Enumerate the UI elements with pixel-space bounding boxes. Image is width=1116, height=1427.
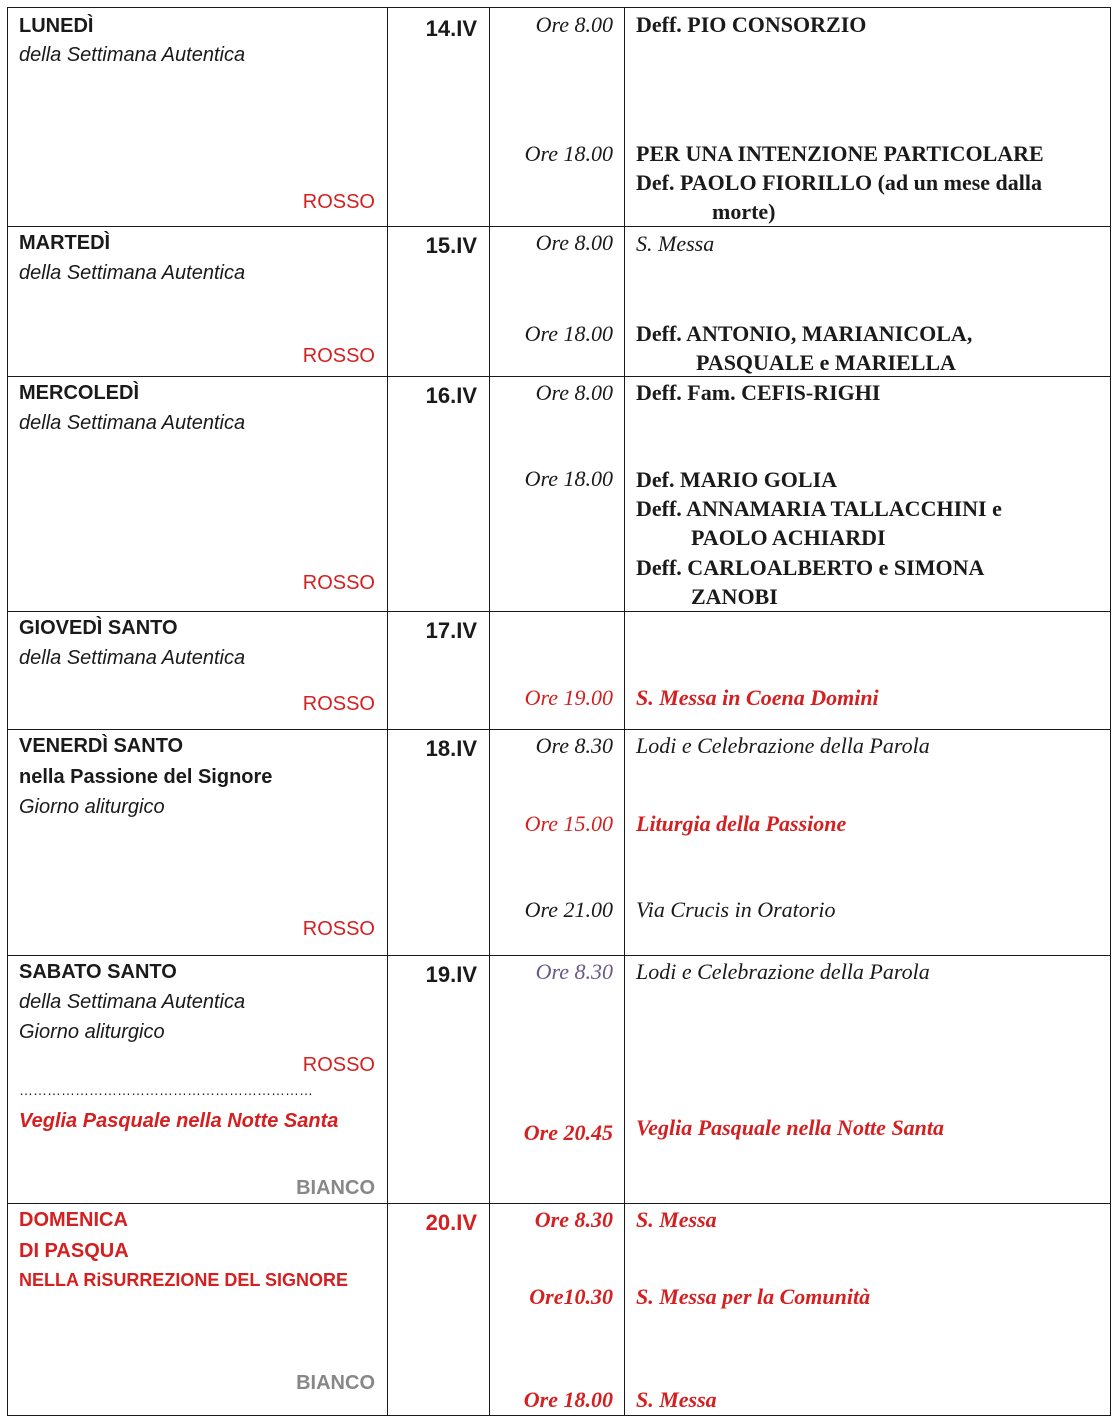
schedule-row-giovedi-santo xyxy=(8,612,1111,730)
day-cell xyxy=(8,1204,388,1416)
day-name: LUNEDÌ xyxy=(19,15,94,37)
time-cell xyxy=(490,1204,625,1416)
intention-cell xyxy=(625,377,1111,612)
time-value: Ore 15.00 xyxy=(524,811,613,836)
day-cell xyxy=(8,377,388,612)
intention-cell xyxy=(625,1204,1111,1416)
date-value: 18.IV xyxy=(425,736,477,761)
schedule-row-domenica-pasqua xyxy=(8,1204,1111,1416)
liturgical-color: ROSSO xyxy=(302,693,375,715)
time-value: Ore 8.30 xyxy=(535,959,613,984)
intention-cell xyxy=(625,227,1111,377)
day-subtitle: della Settimana Autentica xyxy=(19,647,246,669)
date-cell xyxy=(388,227,490,377)
time-value: Ore 18.00 xyxy=(524,466,613,491)
intention-text: Def. PAOLO FIORILLO (ad un mese dalla xyxy=(636,170,1043,195)
day-subtitle: della Settimana Autentica xyxy=(19,44,246,66)
day-cell xyxy=(8,612,388,730)
date-cell xyxy=(388,956,490,1204)
day-subtitle: Giorno aliturgico xyxy=(19,796,165,818)
intention-text: Deff. ANTONIO, MARIANICOLA, xyxy=(636,321,973,346)
intention-text: Deff. PIO CONSORZIO xyxy=(636,12,867,37)
time-value: Ore 20.45 xyxy=(523,1120,613,1145)
intention-text: morte) xyxy=(712,199,776,224)
day-subtitle-line2: Giorno aliturgico xyxy=(19,1021,165,1043)
vigil-title: Veglia Pasquale nella Notte Santa xyxy=(19,1110,339,1132)
day-name-line2: nella Passione del Signore xyxy=(19,766,273,788)
time-value: Ore 19.00 xyxy=(524,685,613,710)
date-value: 16.IV xyxy=(425,383,477,408)
intention-text: Deff. ANNAMARIA TALLACCHINI e xyxy=(636,496,1002,521)
day-cell xyxy=(8,730,388,956)
date-value: 15.IV xyxy=(425,233,477,258)
separator-dots: ……………………………………………………… xyxy=(19,1082,313,1098)
intention-text: Deff. CARLOALBERTO e SIMONA xyxy=(636,555,985,580)
day-cell xyxy=(8,227,388,377)
date-value: 17.IV xyxy=(425,618,477,643)
intention-cell xyxy=(625,612,1111,730)
time-value: Ore 8.00 xyxy=(535,380,613,405)
intention-text: Veglia Pasquale nella Notte Santa xyxy=(636,1115,945,1140)
day-name: SABATO SANTO xyxy=(19,961,177,983)
day-name-line3: NELLA RiSURREZIONE DEL SIGNORE xyxy=(19,1270,349,1290)
schedule-row-mercoledi xyxy=(8,377,1111,612)
liturgical-color: BIANCO xyxy=(296,1372,375,1394)
intention-text: PER UNA INTENZIONE PARTICOLARE xyxy=(636,141,1044,166)
time-cell xyxy=(490,612,625,730)
day-name: MERCOLEDÌ xyxy=(19,382,139,404)
time-value: Ore 18.00 xyxy=(524,141,613,166)
time-value: Ore 21.00 xyxy=(524,897,613,922)
time-value: Ore 8.00 xyxy=(535,12,613,37)
day-subtitle: della Settimana Autentica xyxy=(19,412,246,434)
intention-text: S. Messa per la Comunità xyxy=(636,1284,871,1309)
day-name: DOMENICA xyxy=(19,1209,128,1231)
liturgical-color: ROSSO xyxy=(302,918,375,940)
intention-cell xyxy=(625,730,1111,956)
day-name: MARTEDÌ xyxy=(19,232,111,254)
date-value: 19.IV xyxy=(425,962,477,987)
intention-text: PASQUALE e MARIELLA xyxy=(696,350,956,375)
date-value: 14.IV xyxy=(425,16,477,41)
schedule-row-lunedi xyxy=(8,8,1111,227)
intention-text: S. Messa xyxy=(636,231,715,256)
intention-text: PAOLO ACHIARDI xyxy=(691,525,886,550)
time-value: Ore 18.00 xyxy=(523,1387,613,1412)
intention-text: ZANOBI xyxy=(691,584,778,609)
day-name: VENERDÌ SANTO xyxy=(19,735,184,757)
date-cell xyxy=(388,730,490,956)
date-cell xyxy=(388,377,490,612)
liturgical-color: ROSSO xyxy=(302,572,375,594)
time-value: Ore 8.00 xyxy=(535,230,613,255)
date-value: 20.IV xyxy=(425,1210,477,1235)
time-cell xyxy=(490,730,625,956)
time-value: Ore10.30 xyxy=(529,1284,613,1309)
liturgical-color: ROSSO xyxy=(302,1054,375,1076)
date-cell xyxy=(388,1204,490,1416)
schedule-row-martedi xyxy=(8,227,1111,377)
mass-schedule-table xyxy=(7,7,1111,1416)
schedule-row-venerdi-santo xyxy=(8,730,1111,956)
time-cell xyxy=(490,227,625,377)
intention-text: Def. MARIO GOLIA xyxy=(636,467,838,492)
intention-text: Deff. Fam. CEFIS-RIGHI xyxy=(636,380,881,405)
intention-cell xyxy=(625,956,1111,1204)
day-subtitle: della Settimana Autentica xyxy=(19,262,246,284)
time-cell xyxy=(490,8,625,227)
day-name: GIOVEDÌ SANTO xyxy=(19,617,178,639)
intention-text: Via Crucis in Oratorio xyxy=(636,897,836,922)
day-subtitle: della Settimana Autentica xyxy=(19,991,246,1013)
date-cell xyxy=(388,612,490,730)
liturgical-color: ROSSO xyxy=(302,345,375,367)
intention-text: S. Messa xyxy=(636,1387,717,1412)
date-cell xyxy=(388,8,490,227)
day-cell xyxy=(8,956,388,1204)
intention-text: S. Messa in Coena Domini xyxy=(636,685,879,710)
time-value: Ore 8.30 xyxy=(534,1207,613,1232)
intention-text: Liturgia della Passione xyxy=(636,811,847,836)
time-value: Ore 18.00 xyxy=(524,321,613,346)
time-value: Ore 8.30 xyxy=(535,733,613,758)
liturgical-color: BIANCO xyxy=(296,1177,375,1199)
liturgical-color: ROSSO xyxy=(302,191,375,213)
day-cell xyxy=(8,8,388,227)
day-name-line2: DI PASQUA xyxy=(19,1240,129,1262)
time-cell xyxy=(490,956,625,1204)
intention-text: Lodi e Celebrazione della Parola xyxy=(636,733,930,758)
intention-text: Lodi e Celebrazione della Parola xyxy=(636,959,930,984)
schedule-row-sabato-santo xyxy=(8,956,1111,1204)
intention-cell xyxy=(625,8,1111,227)
time-cell xyxy=(490,377,625,612)
intention-text: S. Messa xyxy=(636,1207,717,1232)
